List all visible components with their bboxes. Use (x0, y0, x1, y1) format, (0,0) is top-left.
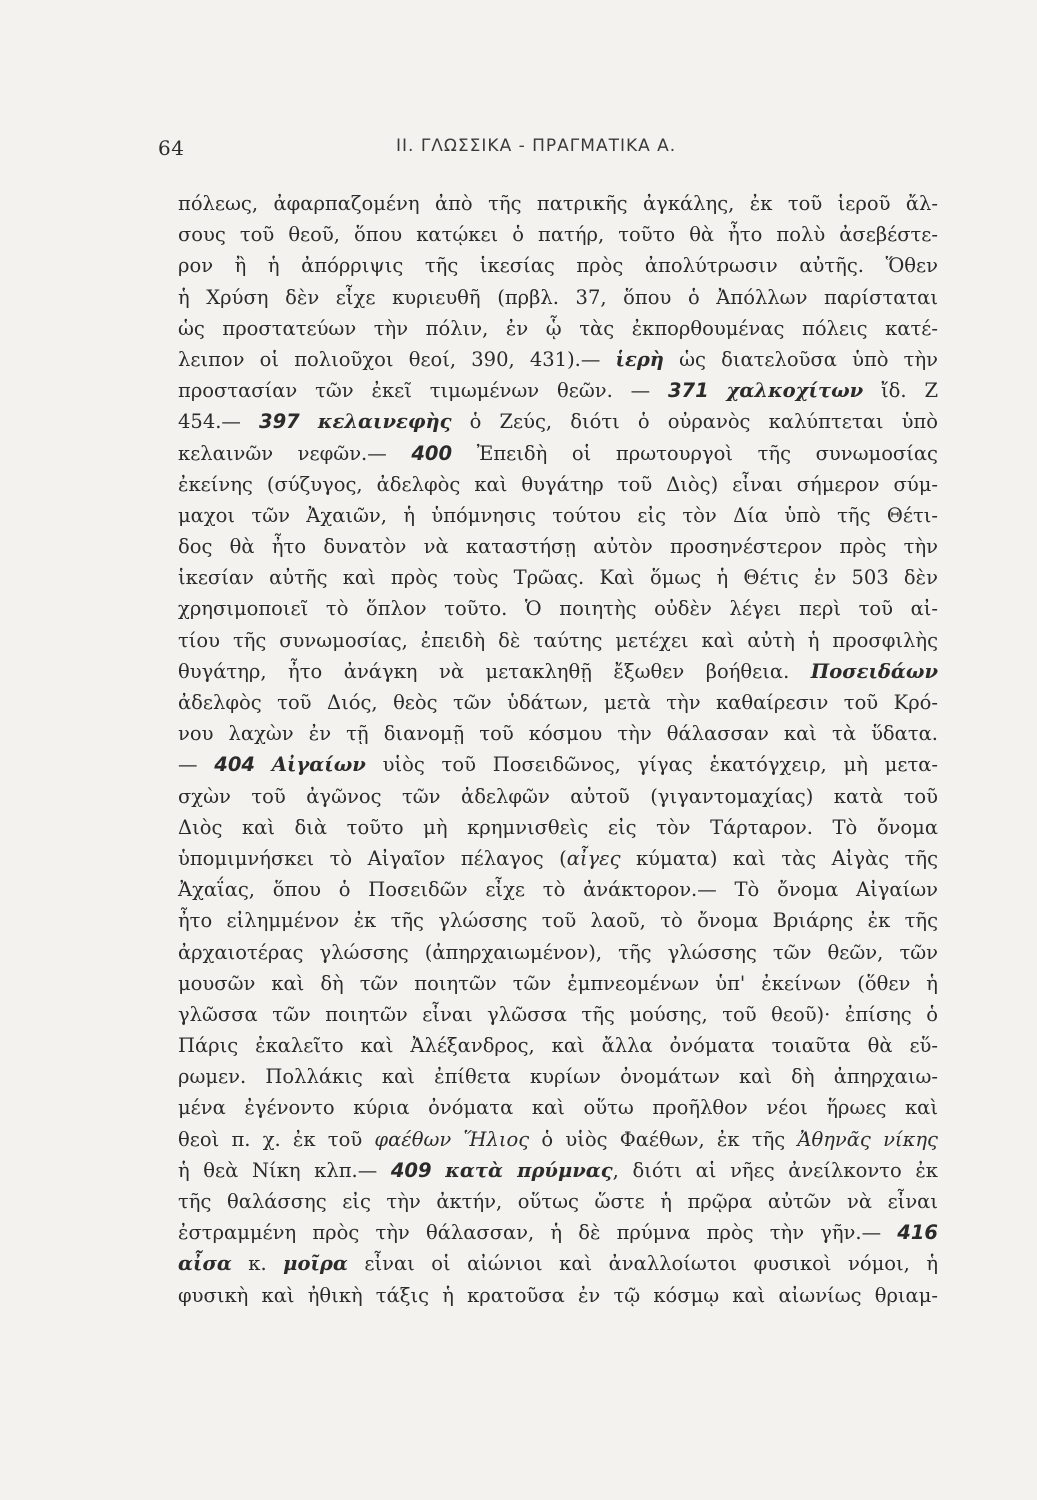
text-span: φυσικὴ καὶ ἠθικὴ τάξις ἡ κρατοῦσα ἐν τῷ κόσμῳ καὶ αἰωνίως θριαμ- (178, 1283, 938, 1307)
text-span: θυγάτηρ, ἦτο ἀνάγκη νὰ μετακληθῇ ἔξωθεν βοήθεια. (178, 659, 811, 683)
text-span: Ἐπειδὴ οἱ πρωτουργοὶ τῆς συνωμοσίας (452, 441, 938, 465)
text-span: δος θὰ ἦτο δυνατὸν νὰ καταστήσῃ αὐτὸν προσηνέστερον πρὸς τὴν (178, 535, 938, 559)
text-line (178, 406, 938, 437)
text-span: ὡς προστατεύων τὴν πόλιν, ἐν ᾧ τὰς ἐκπορθουμένας πόλεις κατέ- (178, 316, 938, 340)
text-line (178, 1186, 938, 1217)
line-reference: 371 (667, 379, 709, 403)
text-span: κύματα) καὶ τὰς Αἰγὰς τῆς (620, 846, 938, 870)
text-line (178, 469, 938, 500)
text-span: μένα ἐγένοντο κύρια ὀνόματα καὶ οὕτω προῆλθον νέοι ἥρωες καὶ (178, 1096, 938, 1120)
text-span: Ἀχαΐας, ὅπου ὁ Ποσειδῶν εἶχε τὸ ἀνάκτορον.— Τὸ ὄνομα Αἰγαίων (178, 878, 938, 902)
text-line (178, 999, 938, 1030)
text-span: λειπον οἱ πολιοῦχοι θεοί, 390, 431).— (178, 347, 616, 371)
text-span: ὡς διατελοῦσα ὑπὸ τὴν (663, 347, 938, 371)
text-span: τίου τῆς συνωμοσίας, ἐπειδὴ δὲ ταύτης μετέχει καὶ αὐτὴ ἡ προσφιλὴς (178, 628, 938, 652)
text-line (178, 188, 938, 219)
lemma-term: μοῖρα (283, 1252, 348, 1276)
text-span: πόλεως, ἀφαρπαζομένη ἀπὸ τῆς πατρικῆς ἀγκάλης, ἐκ τοῦ ἱεροῦ ἄλ- (178, 192, 938, 215)
text-line (178, 562, 938, 593)
line-reference: 404 (214, 753, 256, 777)
text-line (178, 905, 938, 936)
text-span (255, 753, 272, 776)
text-span: νου λαχὼν ἐν τῇ διανομῇ τοῦ κόσμου τὴν θάλασσαν καὶ τὰ ὕδατα. (178, 722, 938, 746)
text-line (178, 625, 938, 656)
page-number: 64 (158, 136, 185, 160)
text-span: ἐκείνης (σύζυγος, ἀδελφὸς καὶ θυγάτηρ τοῦ Διὸς) εἶναι σήμερον σύμ- (178, 472, 938, 496)
text-line (178, 1155, 938, 1186)
text-span: ὁ υἱὸς Φαέθων, ἐκ τῆς (529, 1127, 798, 1151)
text-line (178, 812, 938, 843)
text-line (178, 1217, 938, 1248)
text-span: ἀδελφὸς τοῦ Διός, θεὸς τῶν ὑδάτων, μετὰ τὴν καθαίρεσιν τοῦ Κρό- (178, 691, 938, 714)
text-line (178, 1124, 938, 1155)
text-span: κ. (231, 1252, 284, 1276)
text-span: θεοὶ π. χ. ἐκ τοῦ (178, 1127, 375, 1151)
text-line (178, 843, 938, 874)
text-line (178, 250, 938, 281)
text-line (178, 593, 938, 624)
text-span: Πάρις ἐκαλεῖτο καὶ Ἀλέξανδρος, καὶ ἄλλα ὀνόματα τοιαῦτα θὰ εὕ- (178, 1034, 938, 1058)
text-span: προστασίαν τῶν ἐκεῖ τιμωμένων θεῶν. — (178, 379, 668, 403)
text-span: εἶναι οἱ αἰώνιοι καὶ ἀναλλοίωτοι φυσικοὶ νόμοι, ἡ (347, 1252, 938, 1276)
text-line (178, 344, 938, 375)
text-line (178, 781, 938, 812)
lemma-term: Ποσειδάων (810, 659, 938, 683)
text-line (178, 1030, 938, 1061)
text-span: ὑπομιμνήσκει τὸ Αἰγαῖον πέλαγος ( (178, 846, 567, 870)
text-span: ἡ θεὰ Νίκη κλπ.— (178, 1158, 391, 1182)
text-line (178, 500, 938, 531)
text-line (178, 282, 938, 313)
text-line (178, 438, 938, 469)
text-line (178, 749, 938, 780)
line-reference: 397 (259, 410, 300, 434)
text-span: ἡ Χρύση δὲν εἶχε κυριευθῆ (πρβλ. 37, ὅπου ὁ Ἀπόλλων παρίσταται (178, 285, 938, 309)
text-line (178, 313, 938, 344)
lemma-term: ἱερὴ (615, 347, 664, 371)
text-span: ἦτο εἰλημμένον ἐκ τῆς γλώσσης τοῦ λαοῦ, τὸ ὄνομα Βριάρης ἐκ τῆς (178, 909, 938, 933)
italic-term: Ἀθηνᾶς νίκης (797, 1127, 938, 1151)
text-span: ἐστραμμένη πρὸς τὴν θάλασσαν, ἡ δὲ πρύμνα πρὸς τὴν γῆν.— (178, 1221, 898, 1245)
text-line (178, 1248, 938, 1279)
text-span: ἴδ. Ζ (863, 379, 939, 403)
text-span: ἱκεσίαν αὐτῆς καὶ πρὸς τοὺς Τρῶας. Καὶ ὅμως ἡ Θέτις ἐν 503 δὲν (178, 566, 938, 590)
text-span (432, 1159, 446, 1182)
text-line (178, 656, 938, 687)
text-span: — (178, 753, 215, 777)
text-line (178, 874, 938, 905)
text-line (178, 531, 938, 562)
text-line (178, 219, 938, 250)
text-span: μουσῶν καὶ δὴ τῶν ποιητῶν τῶν ἐμπνεομένων ὑπ' ἐκείνων (ὅθεν ἡ (178, 971, 938, 995)
line-reference: 400 (411, 441, 453, 465)
text-line (178, 375, 938, 406)
text-span: υἱὸς τοῦ Ποσειδῶνος, γίγας ἑκατόγχειρ, μὴ μετα- (365, 753, 938, 777)
text-line (178, 1280, 938, 1311)
text-line (178, 937, 938, 968)
text-line (178, 718, 938, 749)
lemma-term: χαλκοχίτων (726, 379, 864, 403)
text-span: ἀρχαιοτέρας γλώσσης (ἀπηρχαιωμένον), τῆς γλώσσης τῶν θεῶν, τῶν (178, 940, 938, 964)
italic-term: αἶγες (566, 846, 621, 870)
text-span: 454.— (178, 410, 260, 434)
line-reference: 409 (390, 1158, 432, 1182)
text-line (178, 1061, 938, 1092)
lemma-term: κατὰ πρύμνας (445, 1158, 613, 1182)
lemma-term: Αἰγαίων (271, 753, 366, 777)
italic-term: φαέθων Ἥλιος (374, 1127, 530, 1151)
text-span: κελαινῶν νεφῶν.— (178, 441, 412, 465)
text-line (178, 687, 938, 718)
text-span (709, 379, 727, 402)
text-span: ρωμεν. Πολλάκις καὶ ἐπίθετα κυρίων ὀνομάτων καὶ δὴ ἀπηρχαιω- (178, 1065, 938, 1089)
running-title: II. ΓΛΩΣΣΙΚΑ - ΠΡΑΓΜΑΤΙΚΑ Α. (396, 136, 677, 156)
line-reference: 416 (897, 1221, 938, 1245)
text-span: Διὸς καὶ διὰ τοῦτο μὴ κρημνισθεὶς εἰς τὸν Τάρταρον. Τὸ ὄνομα (178, 815, 938, 839)
text-line (178, 968, 938, 999)
commentary-text (178, 188, 938, 1311)
text-span: τῆς θαλάσσης εἰς τὴν ἀκτήν, οὕτως ὥστε ἡ πρῷρα αὐτῶν νὰ εἶναι (178, 1190, 938, 1213)
text-span: χρησιμοποιεῖ τὸ ὅπλον τοῦτο. Ὁ ποιητὴς οὐδὲν λέγει περὶ τοῦ αἰ- (178, 597, 938, 621)
text-span (300, 410, 318, 433)
lemma-term: κελαινεφὴς (317, 410, 452, 434)
text-span: , διότι αἱ νῆες ἀνείλκοντο ἐκ (612, 1158, 938, 1182)
text-line (178, 1092, 938, 1123)
lemma-term: αἶσα (178, 1252, 232, 1276)
text-span: ὁ Ζεύς, διότι ὁ οὐρανὸς καλύπτεται ὑπὸ (451, 410, 938, 434)
text-span: γλῶσσα τῶν ποιητῶν εἶναι γλῶσσα τῆς μούσης, τοῦ θεοῦ)· ἐπίσης ὁ (178, 1002, 938, 1026)
text-span: σους τοῦ θεοῦ, ὅπου κατῴκει ὁ πατήρ, τοῦτο θὰ ἦτο πολὺ ἀσεβέστε- (178, 223, 938, 247)
text-span: ρον ἢ ἡ ἀπόρριψις τῆς ἱκεσίας πρὸς ἀπολύτρωσιν αὐτῆς. Ὅθεν (178, 254, 938, 278)
text-span: μαχοι τῶν Ἀχαιῶν, ἡ ὑπόμνησις τούτου εἰς τὸν Δία ὑπὸ τῆς Θέτι- (178, 503, 938, 527)
text-span: σχὼν τοῦ ἀγῶνος τῶν ἀδελφῶν αὐτοῦ (γιγαντομαχίας) κατὰ τοῦ (178, 784, 938, 808)
